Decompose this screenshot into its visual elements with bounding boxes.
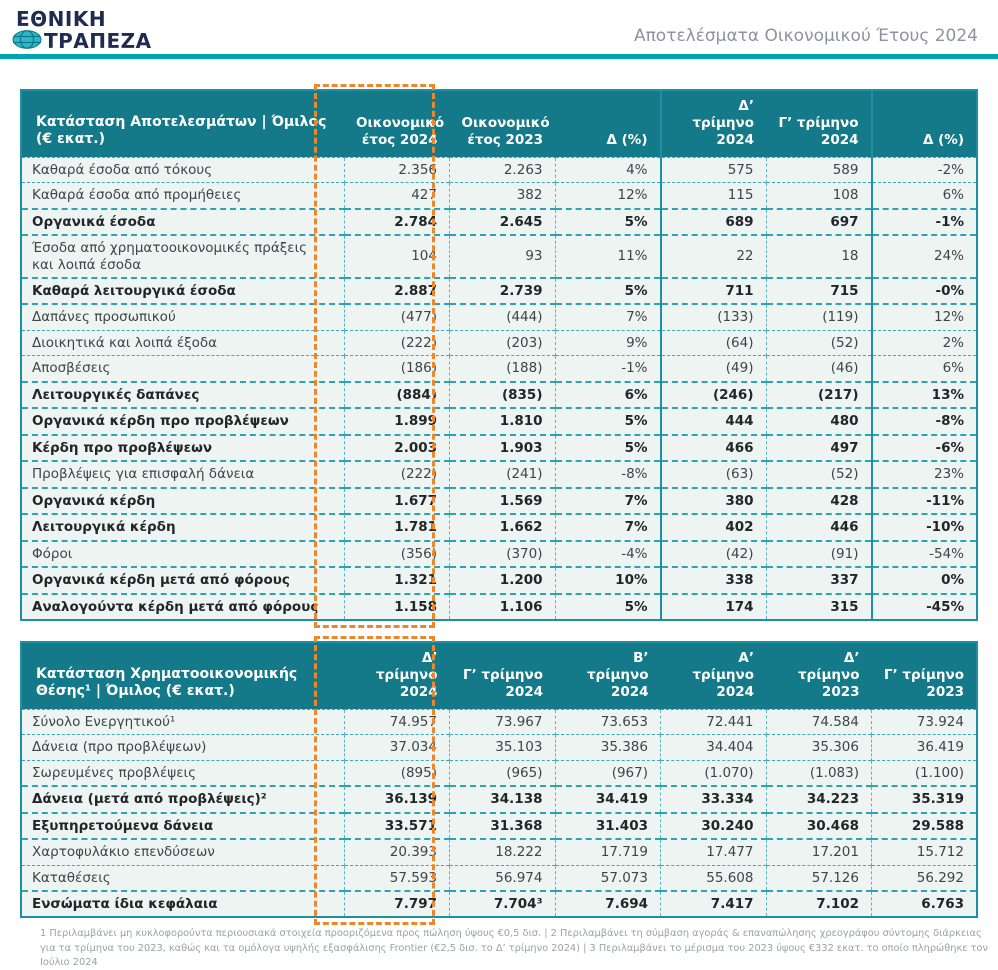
value-cell: 10% xyxy=(555,567,661,593)
income-statement-grid xyxy=(20,89,978,621)
value-cell: 7.694 xyxy=(555,891,661,917)
table-title-cell: Κατάσταση Χρηματοοικονομικής Θέσης¹ | Όμιλος (€ εκατ.) xyxy=(21,642,344,709)
value-cell: 29.588 xyxy=(872,813,978,839)
value-cell: (217) xyxy=(766,382,872,408)
value-cell: 1.810 xyxy=(450,408,556,434)
value-cell: 73.924 xyxy=(872,709,978,734)
value-cell: (222) xyxy=(344,461,450,487)
value-cell: 31.368 xyxy=(450,813,556,839)
value-cell: 73.967 xyxy=(450,709,556,734)
value-cell: 7% xyxy=(555,304,661,330)
logo-text-line1: ΕΘΝΙΚΗ xyxy=(16,7,107,31)
value-cell: -1% xyxy=(872,209,978,235)
value-cell: 30.468 xyxy=(766,813,872,839)
value-cell: 1.677 xyxy=(344,488,450,514)
row-label: Καθαρά έσοδα από προμήθειες xyxy=(21,183,344,209)
row-label: Αποσβέσεις xyxy=(21,356,344,382)
value-cell: 4% xyxy=(555,157,661,182)
value-cell: 24% xyxy=(872,235,978,278)
value-cell: 35.103 xyxy=(450,735,556,760)
value-cell: (52) xyxy=(766,461,872,487)
row-label: Κέρδη προ προβλέψεων xyxy=(21,435,344,461)
value-cell: (52) xyxy=(766,330,872,355)
value-cell: 174 xyxy=(661,594,767,620)
value-cell: 7% xyxy=(555,514,661,540)
row-label: Σύνολο Ενεργητικού¹ xyxy=(21,709,344,734)
value-cell: 589 xyxy=(766,157,872,182)
row-label: Καθαρά έσοδα από τόκους xyxy=(21,157,344,182)
row-label: Οργανικά έσοδα xyxy=(21,209,344,235)
value-cell: 93 xyxy=(450,235,556,278)
table-row xyxy=(21,435,977,461)
row-label: Διοικητικά και λοιπά έξοδα xyxy=(21,330,344,355)
table-row xyxy=(21,541,977,567)
value-cell: 35.386 xyxy=(555,735,661,760)
row-label: Προβλέψεις για επισφαλή δάνεια xyxy=(21,461,344,487)
value-cell: (46) xyxy=(766,356,872,382)
value-cell: (884) xyxy=(344,382,450,408)
value-cell: 1.158 xyxy=(344,594,450,620)
value-cell: -11% xyxy=(872,488,978,514)
value-cell: 18 xyxy=(766,235,872,278)
value-cell: 427 xyxy=(344,183,450,209)
value-cell: 20.393 xyxy=(344,839,450,865)
table-row xyxy=(21,461,977,487)
row-label: Οργανικά κέρδη προ προβλέψεων xyxy=(21,408,344,434)
value-cell: 5% xyxy=(555,435,661,461)
value-cell: 466 xyxy=(661,435,767,461)
value-cell: 1.200 xyxy=(450,567,556,593)
value-cell: (246) xyxy=(661,382,767,408)
value-cell: 689 xyxy=(661,209,767,235)
column-header: Οικονομικό έτος 2024 xyxy=(344,90,450,157)
table-row xyxy=(21,356,977,382)
value-cell: 2.003 xyxy=(344,435,450,461)
value-cell: 72.441 xyxy=(661,709,767,734)
page-subtitle: Αποτελέσματα Οικονομικού Έτους 2024 xyxy=(633,26,978,46)
value-cell: 7.704³ xyxy=(450,891,556,917)
value-cell: -4% xyxy=(555,541,661,567)
table-row xyxy=(21,813,977,839)
column-header: Οικονομικό έτος 2023 xyxy=(450,90,556,157)
value-cell: (222) xyxy=(344,330,450,355)
value-cell: (1.083) xyxy=(766,760,872,786)
balance-sheet-grid xyxy=(20,641,978,918)
table-row xyxy=(21,209,977,235)
value-cell: (477) xyxy=(344,304,450,330)
table-row xyxy=(21,183,977,209)
value-cell: 575 xyxy=(661,157,767,182)
value-cell: 11% xyxy=(555,235,661,278)
value-cell: 446 xyxy=(766,514,872,540)
value-cell: 6.763 xyxy=(872,891,978,917)
value-cell: (967) xyxy=(555,760,661,786)
value-cell: 7% xyxy=(555,488,661,514)
value-cell: (91) xyxy=(766,541,872,567)
logo-text-line2-row xyxy=(12,30,152,53)
column-header: Γ’ τρίμηνο 2024 xyxy=(766,90,872,157)
value-cell: 2.784 xyxy=(344,209,450,235)
value-cell: (42) xyxy=(661,541,767,567)
value-cell: 337 xyxy=(766,567,872,593)
value-cell: 1.662 xyxy=(450,514,556,540)
value-cell: 402 xyxy=(661,514,767,540)
value-cell: 1.903 xyxy=(450,435,556,461)
table-row xyxy=(21,382,977,408)
row-label: Καθαρά λειτουργικά έσοδα xyxy=(21,278,344,304)
value-cell: 13% xyxy=(872,382,978,408)
table-row xyxy=(21,839,977,865)
table-row xyxy=(21,567,977,593)
table-row xyxy=(21,235,977,278)
value-cell: 9% xyxy=(555,330,661,355)
value-cell: 1.106 xyxy=(450,594,556,620)
value-cell: 108 xyxy=(766,183,872,209)
row-label: Δαπάνες προσωπικού xyxy=(21,304,344,330)
value-cell: 57.126 xyxy=(766,865,872,891)
value-cell: (965) xyxy=(450,760,556,786)
column-header: Δ’ τρίμηνο 2024 xyxy=(661,90,767,157)
column-header: Δ’ τρίμηνο 2024 xyxy=(344,642,450,709)
value-cell: 5% xyxy=(555,594,661,620)
value-cell: -8% xyxy=(555,461,661,487)
row-label: Δάνεια (προ προβλέψεων) xyxy=(21,735,344,760)
value-cell: 1.321 xyxy=(344,567,450,593)
value-cell: (63) xyxy=(661,461,767,487)
row-label: Δάνεια (μετά από προβλέψεις)² xyxy=(21,786,344,812)
value-cell: 35.306 xyxy=(766,735,872,760)
value-cell: (1.070) xyxy=(661,760,767,786)
table-row xyxy=(21,735,977,760)
income-statement-table xyxy=(20,89,978,621)
value-cell: 1.781 xyxy=(344,514,450,540)
table-row xyxy=(21,408,977,434)
column-header: Δ (%) xyxy=(872,90,978,157)
table-title-cell: Κατάσταση Αποτελεσμάτων | Όμιλος (€ εκατ.) xyxy=(21,90,344,157)
value-cell: 30.240 xyxy=(661,813,767,839)
row-label: Λειτουργικές δαπάνες xyxy=(21,382,344,408)
value-cell: 1.899 xyxy=(344,408,450,434)
value-cell: 428 xyxy=(766,488,872,514)
value-cell: 23% xyxy=(872,461,978,487)
value-cell: 33.571 xyxy=(344,813,450,839)
value-cell: 2.356 xyxy=(344,157,450,182)
value-cell: 17.477 xyxy=(661,839,767,865)
column-header: Δ (%) xyxy=(555,90,661,157)
column-header: Α’ τρίμηνο 2024 xyxy=(661,642,767,709)
value-cell: -6% xyxy=(872,435,978,461)
value-cell: 5% xyxy=(555,278,661,304)
page-header xyxy=(0,0,998,53)
value-cell: (64) xyxy=(661,330,767,355)
value-cell: 36.419 xyxy=(872,735,978,760)
value-cell: 6% xyxy=(872,356,978,382)
value-cell: (188) xyxy=(450,356,556,382)
value-cell: (119) xyxy=(766,304,872,330)
value-cell: 74.584 xyxy=(766,709,872,734)
value-cell: 1.569 xyxy=(450,488,556,514)
value-cell: 34.419 xyxy=(555,786,661,812)
table-row xyxy=(21,488,977,514)
header-row xyxy=(21,642,977,709)
table-row xyxy=(21,865,977,891)
value-cell: 34.223 xyxy=(766,786,872,812)
value-cell: -0% xyxy=(872,278,978,304)
row-label: Χαρτοφυλάκιο επενδύσεων xyxy=(21,839,344,865)
value-cell: -1% xyxy=(555,356,661,382)
value-cell: 15.712 xyxy=(872,839,978,865)
value-cell: 444 xyxy=(661,408,767,434)
column-header: Γ’ τρίμηνο 2024 xyxy=(450,642,556,709)
value-cell: 56.974 xyxy=(450,865,556,891)
value-cell: 34.138 xyxy=(450,786,556,812)
value-cell: 697 xyxy=(766,209,872,235)
value-cell: -10% xyxy=(872,514,978,540)
row-label: Ενσώματα ίδια κεφάλαια xyxy=(21,891,344,917)
value-cell: 37.034 xyxy=(344,735,450,760)
value-cell: 380 xyxy=(661,488,767,514)
value-cell: (203) xyxy=(450,330,556,355)
value-cell: 382 xyxy=(450,183,556,209)
logo-text-line2: ΤΡΑΠΕΖΑ xyxy=(44,29,152,53)
value-cell: -8% xyxy=(872,408,978,434)
table-row xyxy=(21,786,977,812)
value-cell: 715 xyxy=(766,278,872,304)
row-label: Σωρευμένες προβλέψεις xyxy=(21,760,344,786)
table-row xyxy=(21,594,977,620)
value-cell: 7.797 xyxy=(344,891,450,917)
value-cell: 74.957 xyxy=(344,709,450,734)
value-cell: 36.139 xyxy=(344,786,450,812)
value-cell: 104 xyxy=(344,235,450,278)
table-row xyxy=(21,278,977,304)
value-cell: -54% xyxy=(872,541,978,567)
column-header: Β’ τρίμηνο 2024 xyxy=(555,642,661,709)
value-cell: 2.739 xyxy=(450,278,556,304)
row-label: Εξυπηρετούμενα δάνεια xyxy=(21,813,344,839)
value-cell: 7.102 xyxy=(766,891,872,917)
table-row xyxy=(21,760,977,786)
header-divider xyxy=(0,54,998,59)
row-label: Έσοδα από χρηματοοικονομικές πράξεις και λοιπά έσοδα xyxy=(21,235,344,278)
header-row xyxy=(21,90,977,157)
row-label: Φόροι xyxy=(21,541,344,567)
value-cell: 31.403 xyxy=(555,813,661,839)
value-cell: 57.593 xyxy=(344,865,450,891)
value-cell: 55.608 xyxy=(661,865,767,891)
column-header: Γ’ τρίμηνο 2023 xyxy=(872,642,978,709)
value-cell: 497 xyxy=(766,435,872,461)
value-cell: 711 xyxy=(661,278,767,304)
value-cell: (356) xyxy=(344,541,450,567)
value-cell: (241) xyxy=(450,461,556,487)
value-cell: 12% xyxy=(555,183,661,209)
value-cell: (444) xyxy=(450,304,556,330)
value-cell: 56.292 xyxy=(872,865,978,891)
value-cell: 35.319 xyxy=(872,786,978,812)
table-row xyxy=(21,709,977,734)
row-label: Καταθέσεις xyxy=(21,865,344,891)
value-cell: 17.201 xyxy=(766,839,872,865)
row-label: Οργανικά κέρδη μετά από φόρους xyxy=(21,567,344,593)
value-cell: 315 xyxy=(766,594,872,620)
value-cell: 5% xyxy=(555,209,661,235)
table-row xyxy=(21,891,977,917)
value-cell: 6% xyxy=(555,382,661,408)
value-cell: 2.645 xyxy=(450,209,556,235)
value-cell: (370) xyxy=(450,541,556,567)
value-cell: 5% xyxy=(555,408,661,434)
bank-logo xyxy=(12,9,152,53)
value-cell: 17.719 xyxy=(555,839,661,865)
table-row xyxy=(21,304,977,330)
content xyxy=(0,89,998,970)
value-cell: (1.100) xyxy=(872,760,978,786)
value-cell: -45% xyxy=(872,594,978,620)
value-cell: (49) xyxy=(661,356,767,382)
value-cell: 34.404 xyxy=(661,735,767,760)
value-cell: 33.334 xyxy=(661,786,767,812)
value-cell: 22 xyxy=(661,235,767,278)
value-cell: (133) xyxy=(661,304,767,330)
value-cell: 2.263 xyxy=(450,157,556,182)
footnote: 1 Περιλαμβάνει μη κυκλοφορούντα περιουσιακά στοιχεία προοριζόμενα προς πώληση ύψους €0,5 δισ. | 2 Περιλαμβάνει τη σύμβαση αγοράς & επαναπώλησης χρεογράφου σύντομης διάρκειας για τα τρίμηνα του 2023, καθώς και τα ομόλογα υψηλής εξασφάλισης Frontier (€2,5 δισ. το Δ’ τρίμηνο 2024) | 3 Περιλαμβάνει το μέρισμα του 2023 ύψους €332 εκατ. το οποίο πληρώθηκε τον Ιούλιο 2024 xyxy=(40,928,989,968)
table-row xyxy=(21,157,977,182)
value-cell: 480 xyxy=(766,408,872,434)
table-row xyxy=(21,514,977,540)
table-row xyxy=(21,330,977,355)
value-cell: 73.653 xyxy=(555,709,661,734)
row-label: Αναλογούντα κέρδη μετά από φόρους xyxy=(21,594,344,620)
row-label: Λειτουργικά κέρδη xyxy=(21,514,344,540)
value-cell: 338 xyxy=(661,567,767,593)
value-cell: 115 xyxy=(661,183,767,209)
value-cell: 0% xyxy=(872,567,978,593)
value-cell: 2% xyxy=(872,330,978,355)
value-cell: (835) xyxy=(450,382,556,408)
value-cell: 7.417 xyxy=(661,891,767,917)
globe-icon xyxy=(12,30,42,53)
column-header: Δ’ τρίμηνο 2023 xyxy=(766,642,872,709)
value-cell: 2.887 xyxy=(344,278,450,304)
value-cell: (895) xyxy=(344,760,450,786)
row-label: Οργανικά κέρδη xyxy=(21,488,344,514)
value-cell: 6% xyxy=(872,183,978,209)
value-cell: 57.073 xyxy=(555,865,661,891)
value-cell: (186) xyxy=(344,356,450,382)
value-cell: 18.222 xyxy=(450,839,556,865)
value-cell: -2% xyxy=(872,157,978,182)
value-cell: 12% xyxy=(872,304,978,330)
balance-sheet-table xyxy=(20,641,978,918)
